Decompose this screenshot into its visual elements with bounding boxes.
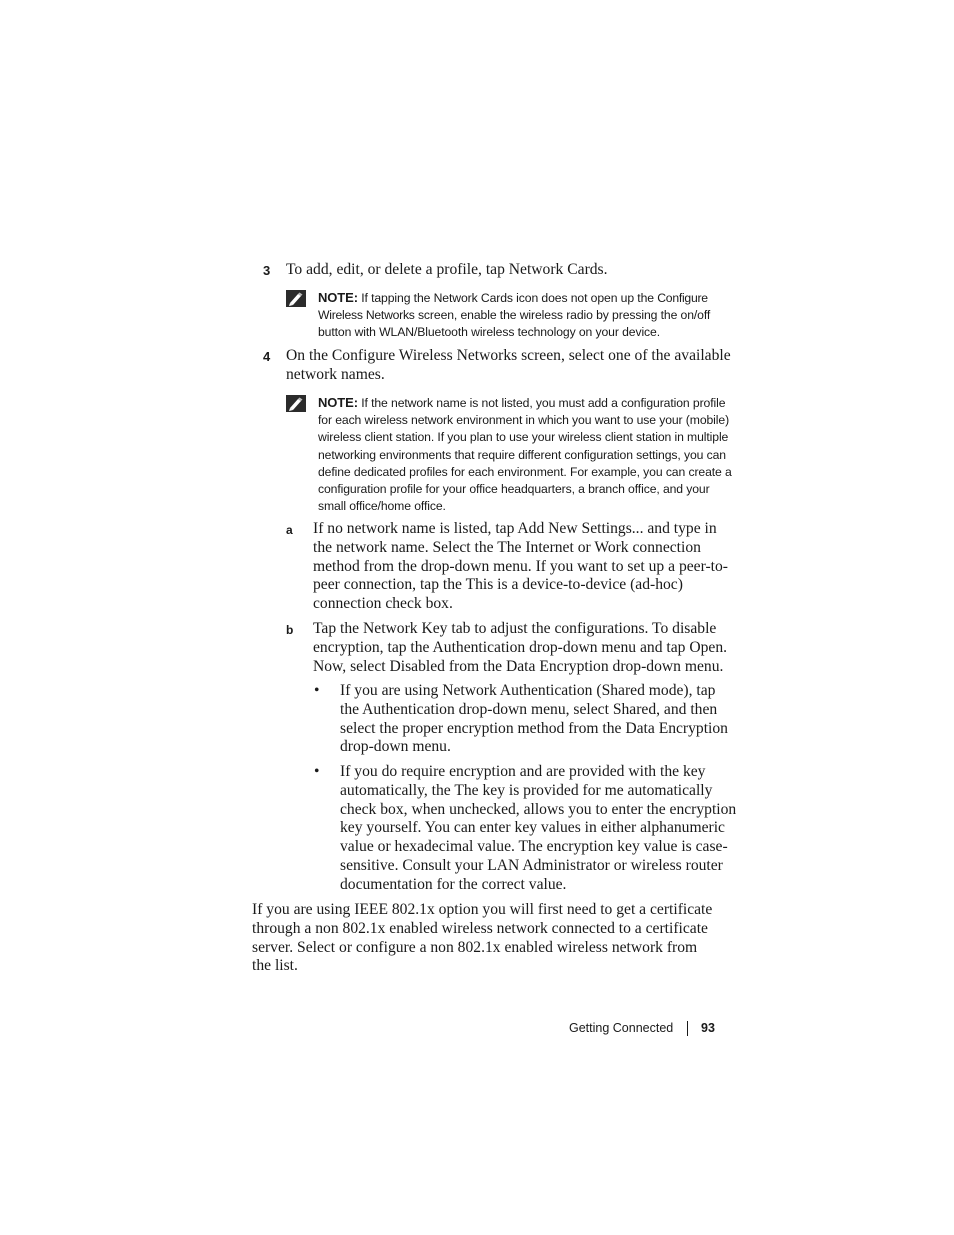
ad-hoc-connection-label: This is a device-to-device (ad-hoc) connection <box>313 576 683 613</box>
bullet-1-text-part: , tap the <box>340 682 716 718</box>
bullet-marker: • <box>314 763 320 780</box>
note-label: NOTE: <box>318 290 358 305</box>
substep-a-text-part: or <box>573 538 595 556</box>
substep-letter-a: a <box>286 523 293 537</box>
key-provided-automatically-label: The key is provided for me automatically <box>454 781 713 799</box>
data-encryption-label: Data Encryption <box>506 657 609 675</box>
note-2 <box>318 394 736 515</box>
bullet-1-text-part: and then select the proper encryption method from the <box>340 700 718 737</box>
page-number: 93 <box>701 1021 715 1035</box>
network-key-label: Network Key <box>363 620 448 637</box>
bullet-2-text-end: check box, when unchecked, allows you to enter the encryption key yourself. You can enter key values in either alphanumeric value or hexadecimal value. The encryption key value is case-sensitive. Consult your LAN Administrator or wireless router documentation for the correct value. <box>340 800 737 893</box>
configure-wireless-networks-ui-label: Configure Wireless Networks <box>331 347 518 364</box>
substep-b-text-part: Tap the <box>313 620 364 637</box>
substep-b-text <box>313 620 737 676</box>
bullet-1-text-end: drop-down menu. <box>340 738 451 756</box>
network-cards-ui-label: Network Cards <box>508 261 604 278</box>
bullet-2-text <box>340 763 737 895</box>
disabled-label: Disabled <box>389 657 445 675</box>
bullet-1-text-part: If you are using <box>340 682 443 699</box>
add-new-settings-label: Add New Settings... <box>517 520 644 537</box>
substep-letter-b: b <box>286 623 294 637</box>
step-4-text <box>286 347 736 385</box>
authentication-label: Authentication <box>362 700 455 718</box>
note-1-text: If tapping the Network Cards icon does not open up the <box>357 291 658 305</box>
substep-a-text-part: If no network name is listed, tap <box>313 520 518 537</box>
note-2-text: If the network name is not listed, you must add a configuration profile for each wireless network environment in which you want to use your (mobile) wireless client station. If you plan to use your wireless client station in multiple networking environments that require different configuration settings, you can define dedicated profiles for each environment. For example, you can create a configuration profile for your office headquarters, a branch office, and your small office/home office. <box>318 396 732 514</box>
footer-section-title: Getting Connected <box>569 1021 674 1035</box>
note-pencil-icon <box>286 290 306 307</box>
data-encryption-label: Data Encryption <box>625 719 728 737</box>
shared-label: Shared, <box>612 700 661 718</box>
bullet-1-text <box>340 682 737 757</box>
step-4-text-part: On the <box>286 347 332 364</box>
bullet-marker: • <box>314 682 320 699</box>
step-3-text-part: To add, edit, or delete a profile, tap <box>286 261 509 278</box>
closing-paragraph: If you are using IEEE 802.1x option you will first need to get a certificate through a non 802.1x enabled wireless network connected to a certificate server. Select or configure a non 802.1x enabled wireless network from the list. <box>252 901 713 975</box>
substep-b-text-end: drop-down menu. <box>608 657 724 675</box>
open-label: Open <box>689 638 724 656</box>
step-3-text <box>286 261 736 280</box>
footer-separator <box>687 1021 688 1036</box>
substep-b-text-part: tab to adjust the configurations. To disable encryption, tap the <box>313 620 717 656</box>
substep-a-text-part: and type in the network name. Select the <box>313 520 717 556</box>
substep-b-text-part: from the <box>444 657 506 675</box>
note-1 <box>318 289 736 342</box>
configure-wireless-networks-label: Configure Wireless Networks <box>318 291 708 323</box>
substep-b-text-part: . Now, select <box>313 638 728 675</box>
note-1-text-end: screen, enable the wireless radio by pressing the on/off button with WLAN/Bluetooth wireless technology on your device. <box>318 308 711 340</box>
bullet-2-text-part: If you do require encryption and are provided with the key automatically, the <box>340 763 706 799</box>
bullet-1-text-part: drop-down menu, select <box>454 700 613 718</box>
authentication-label: Authentication <box>432 638 526 656</box>
note-pencil-icon <box>286 395 306 412</box>
step-number-3: 3 <box>263 263 271 278</box>
network-authentication-shared-label: Network Authentication (Shared mode) <box>442 682 689 699</box>
substep-a-text-end: check box. <box>381 595 453 613</box>
substep-b-text-part: drop-down menu and tap <box>525 638 690 656</box>
note-label: NOTE: <box>318 395 358 410</box>
step-3-text-end: . <box>603 261 608 278</box>
substep-a-text-part: connection method from the drop-down menu. If you want to set up a peer-to-peer connection, tap the <box>313 538 728 594</box>
the-internet-label: The Internet <box>497 538 574 556</box>
work-label: Work <box>594 538 629 556</box>
step-number-4: 4 <box>263 349 271 364</box>
substep-a-text <box>313 520 737 614</box>
step-4-text-end: screen, select one of the available network names. <box>286 347 731 383</box>
